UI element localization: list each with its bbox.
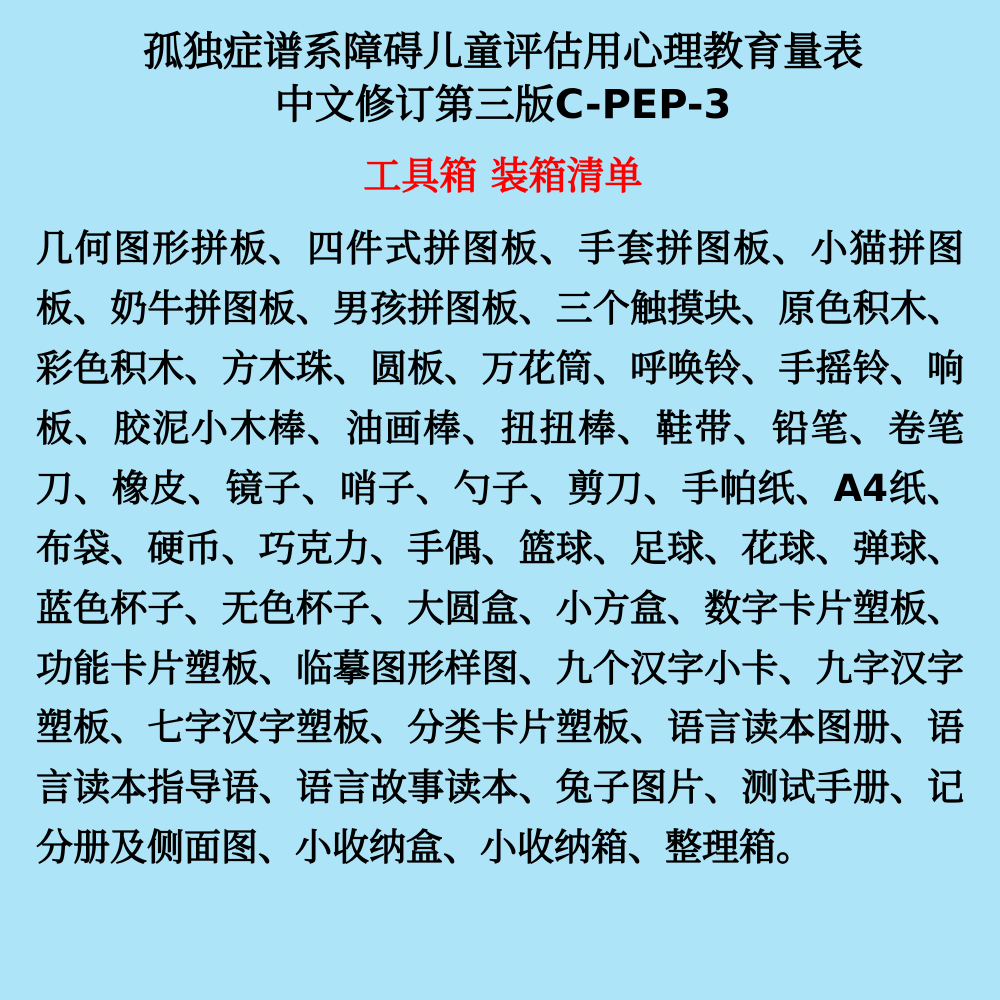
title-line-2: 中文修订第三版C-PEP-3 — [274, 81, 732, 128]
document-subtitle: 工具箱 装箱清单 — [363, 153, 643, 198]
document-title — [36, 26, 970, 132]
packing-list-text: 几何图形拼板、四件式拼图板、手套拼图板、小猫拼图板、奶牛拼图板、男孩拼图板、三个触摸块、原色积木、彩色积木、方木珠、圆板、万花筒、呼唤铃、手摇铃、响板、胶泥小木棒、油画棒、扭扭棒、鞋带、铅笔、卷笔刀、橡皮、镜子、哨子、勺子、剪刀、手帕纸、A4纸、布袋、硬币、巧克力、手偶、篮球、足球、花球、弹球、蓝色杯子、无色杯子、大圆盒、小方盒、数字卡片塑板、功能卡片塑板、临摹图形样图、九个汉字小卡、九字汉字塑板、七字汉字塑板、分类卡片塑板、语言读本图册、语言读本指导语、语言故事读本、兔子图片、测试手册、记分册及侧面图、小收纳盒、小收纳箱、整理箱。 — [36, 226, 964, 870]
title-line-1: 孤独症谱系障碍儿童评估用心理教育量表 — [143, 29, 863, 75]
